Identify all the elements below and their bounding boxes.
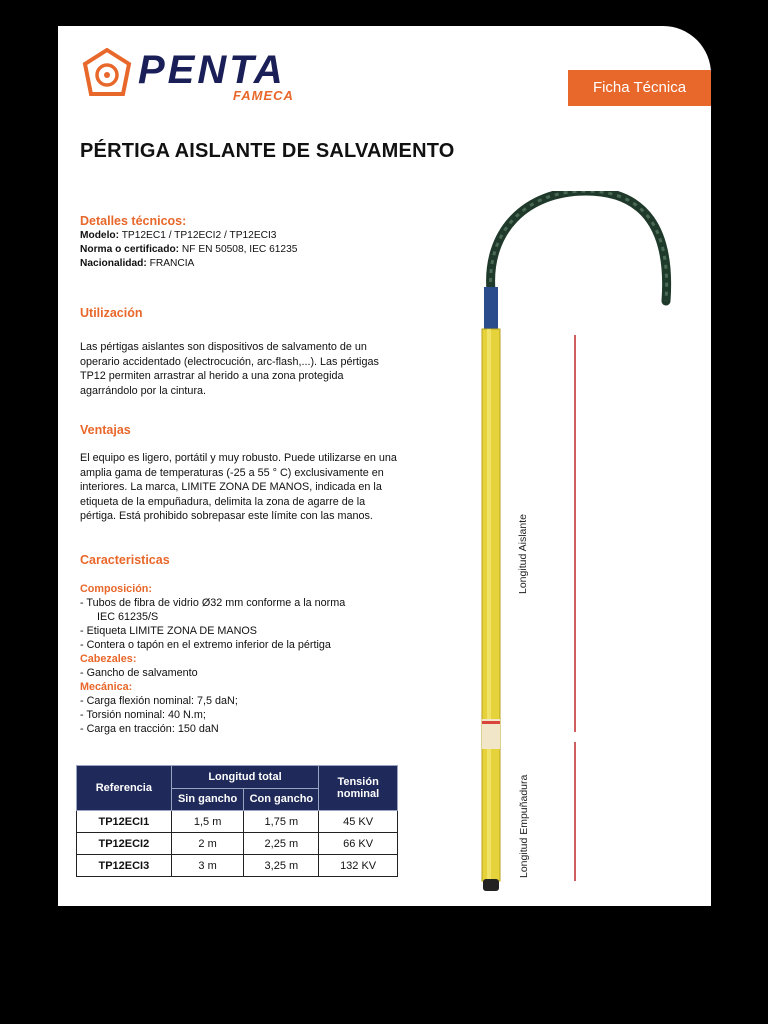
header-reference: Referencia xyxy=(77,766,172,811)
tube-highlight xyxy=(487,329,491,881)
advantages-heading: Ventajas xyxy=(80,423,131,437)
cell-reference: TP12ECI2 xyxy=(77,833,172,855)
header-voltage: Tensión nominal xyxy=(319,766,398,811)
cell-reference: TP12ECI3 xyxy=(77,855,172,877)
table-row xyxy=(77,811,398,833)
model-row xyxy=(80,229,420,243)
nationality-row xyxy=(80,257,420,271)
background-bottom xyxy=(32,906,736,1024)
cell-without-hook: 2 m xyxy=(171,833,244,855)
spec-table xyxy=(76,765,398,877)
page-title: PÉRTIGA AISLANTE DE SALVAMENTO xyxy=(80,140,455,162)
mechanics-label: Mecánica: xyxy=(80,681,133,693)
norm-value: NF EN 50508, IEC 61235 xyxy=(179,244,298,255)
header-total-length: Longitud total xyxy=(171,766,319,789)
cell-with-hook: 1,75 m xyxy=(244,811,319,833)
model-value: TP12EC1 / TP12ECI2 / TP12ECI3 xyxy=(119,230,277,241)
nationality-label: Nacionalidad: xyxy=(80,258,147,269)
composition-item: - Contera o tapón en el extremo inferior de la pértiga xyxy=(80,639,331,651)
grip-length-label: Longitud Empuñadura xyxy=(518,774,530,878)
header-with-hook: Con gancho xyxy=(244,788,319,811)
composition-label: Composición: xyxy=(80,583,152,595)
brand-subtitle: FAMECA xyxy=(233,88,294,103)
cell-without-hook: 1,5 m xyxy=(171,811,244,833)
heads-item: - Gancho de salvamento xyxy=(80,667,198,679)
mechanics-item: - Carga flexión nominal: 7,5 daN; xyxy=(80,695,238,707)
norm-row xyxy=(80,243,420,257)
composition-item: - Tubos de fibra de vidrio Ø32 mm conforme a la norma xyxy=(80,597,346,609)
insulating-length-label: Longitud Aislante xyxy=(517,514,529,594)
cell-voltage: 132 KV xyxy=(319,855,398,877)
background-right xyxy=(736,0,768,1024)
model-label: Modelo: xyxy=(80,230,120,241)
brand-name: PENTA xyxy=(138,48,286,92)
table-row xyxy=(77,833,398,855)
composition-item: - Etiqueta LIMITE ZONA DE MANOS xyxy=(80,625,257,637)
characteristics-list xyxy=(80,582,400,736)
background-left xyxy=(0,0,32,1024)
norm-label: Norma o certificado: xyxy=(80,244,180,255)
nationality-value: FRANCIA xyxy=(146,258,195,269)
details-block xyxy=(80,229,420,271)
table-row xyxy=(77,855,398,877)
cell-with-hook: 2,25 m xyxy=(244,833,319,855)
advantages-text: El equipo es ligero, portátil y muy robusto. Puede utilizarse en una amplia gama de temperaturas (-25 a 55 ° C) exclusivamente en interiores. La marca, LIMITE ZONA DE MANOS, indicada en la etiqueta de la empuñadura, delimita la zona de agarre de la pértiga. Está prohibido sobrepasar este límite con las manos. xyxy=(80,452,397,522)
cell-voltage: 66 KV xyxy=(319,833,398,855)
heads-label: Cabezales: xyxy=(80,653,137,665)
rescue-pole-figure xyxy=(466,191,696,901)
mechanics-item: - Carga en tracción: 150 daN xyxy=(80,723,219,735)
hand-limit-mark xyxy=(482,721,500,724)
cell-without-hook: 3 m xyxy=(171,855,244,877)
penta-logo-icon xyxy=(82,48,132,98)
mechanics-item: - Torsión nominal: 40 N.m; xyxy=(80,709,206,721)
rescue-hook-image xyxy=(484,191,667,329)
end-cap-image xyxy=(483,879,499,891)
header-without-hook: Sin gancho xyxy=(171,788,244,811)
composition-item: IEC 61235/S xyxy=(97,611,159,623)
usage-heading: Utilización xyxy=(80,306,143,320)
details-heading: Detalles técnicos: xyxy=(80,214,187,228)
characteristics-heading: Caracteristicas xyxy=(80,553,170,567)
usage-text: Las pértigas aislantes son dispositivos de salvamento de un operario accidentado (electrocución, arc-flash,...). Las pértigas TP12 permiten arrastrar al herido a una zona protegida agarrándolo por la cintura. xyxy=(80,341,379,397)
datasheet-badge: Ficha Técnica xyxy=(568,70,711,106)
cell-reference: TP12ECI1 xyxy=(77,811,172,833)
cell-voltage: 45 KV xyxy=(319,811,398,833)
datasheet-page xyxy=(58,26,711,906)
cell-with-hook: 3,25 m xyxy=(244,855,319,877)
